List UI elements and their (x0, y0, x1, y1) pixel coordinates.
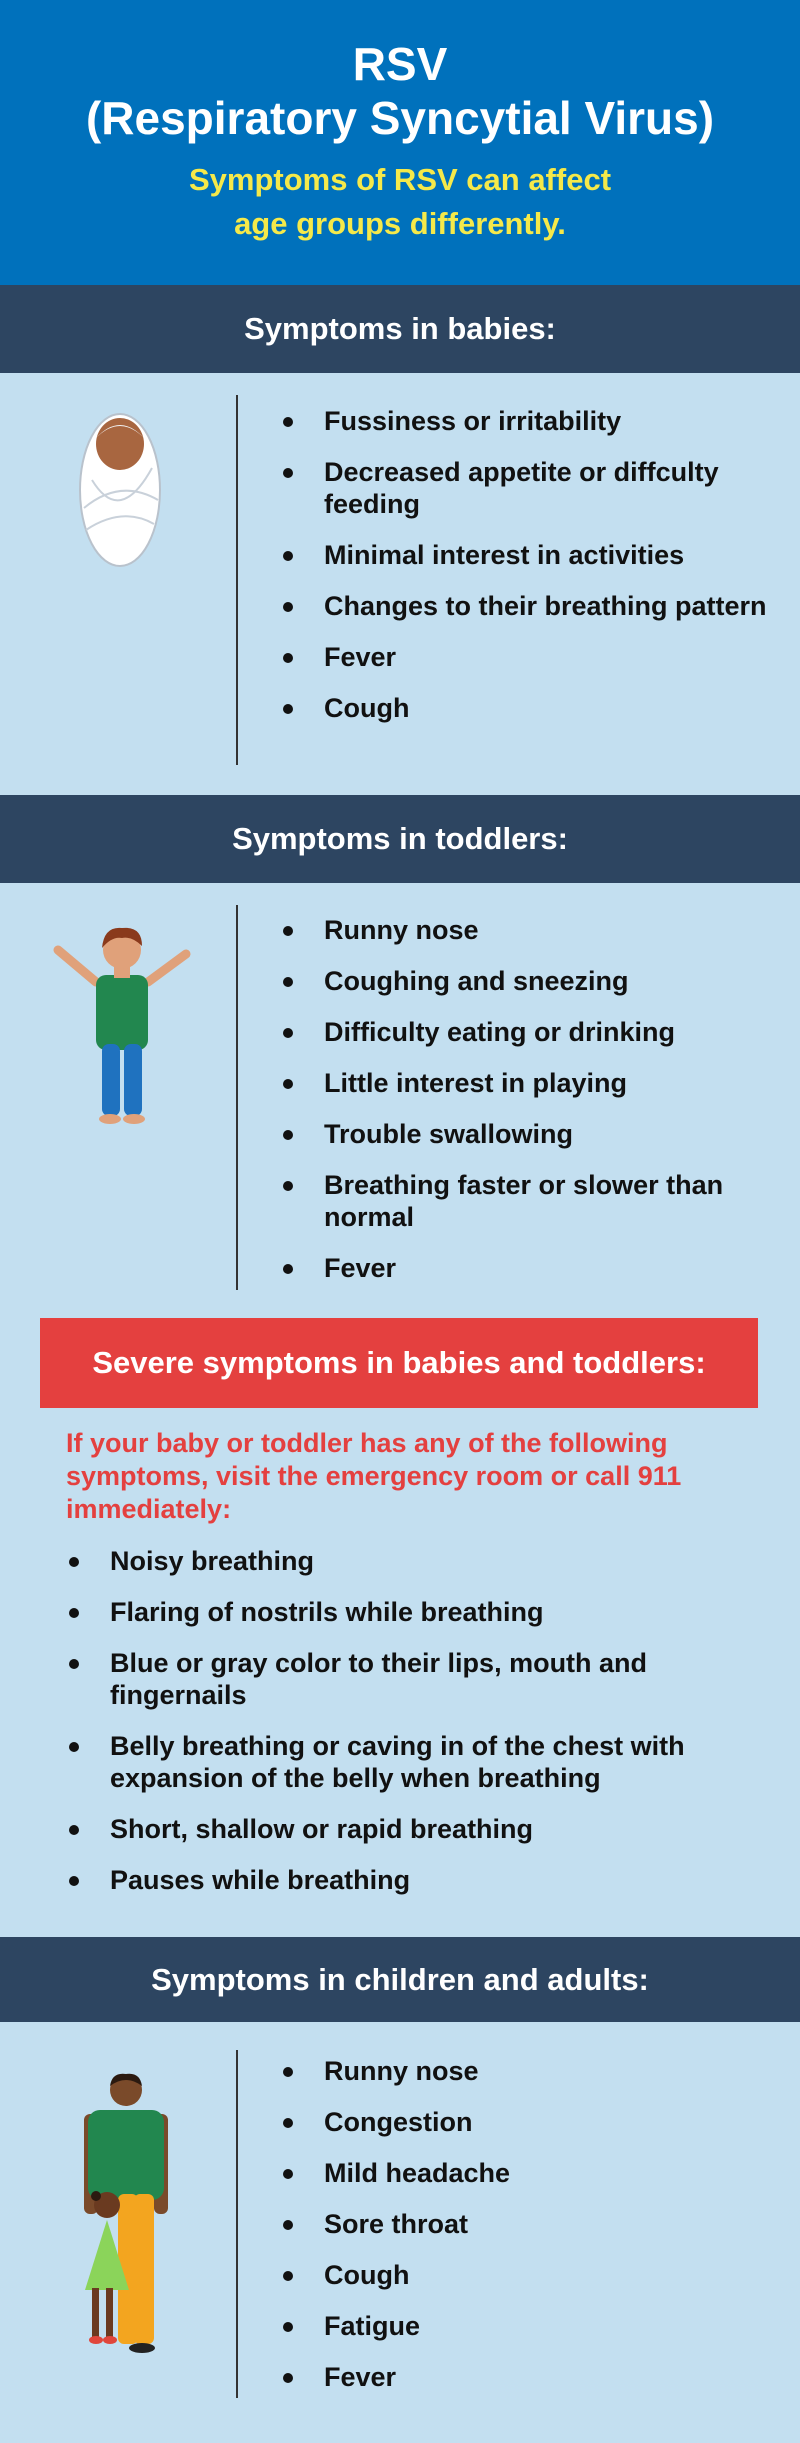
toddler-icon (52, 920, 192, 1126)
babies-section-heading: Symptoms in babies: (0, 285, 800, 373)
list-item: Little interest in playing (280, 1067, 780, 1099)
list-item: Blue or gray color to their lips, mouth and fingernails (66, 1647, 746, 1711)
list-item: Cough (280, 2259, 780, 2291)
list-item: Minimal interest in activities (280, 539, 780, 571)
toddlers-symptom-list (280, 914, 780, 1303)
severe-section-heading: Severe symptoms in babies and toddlers: (40, 1318, 758, 1408)
page-title: RSV (352, 38, 448, 90)
list-item: Breathing faster or slower than normal (280, 1169, 780, 1233)
list-item: Flaring of nostrils while breathing (66, 1596, 746, 1628)
subtitle-line-1: Symptoms of RSV can affect (188, 162, 612, 197)
page-subtitle (0, 158, 800, 246)
list-item: Changes to their breathing pattern (280, 590, 780, 622)
list-item: Decreased appetite or diffculty feeding (280, 456, 780, 520)
list-item: Fatigue (280, 2310, 780, 2342)
list-item: Mild headache (280, 2157, 780, 2189)
subtitle-line-2: age groups differently. (234, 206, 566, 241)
toddlers-section-heading: Symptoms in toddlers: (0, 795, 800, 883)
list-item: Runny nose (280, 914, 780, 946)
adults-divider (236, 2050, 238, 2398)
list-item: Pauses while breathing (66, 1864, 746, 1896)
severe-symptom-list (66, 1545, 746, 1915)
list-item: Fever (280, 1252, 780, 1284)
list-item: Short, shallow or rapid breathing (66, 1813, 746, 1845)
list-item: Congestion (280, 2106, 780, 2138)
list-item: Fussiness or irritability (280, 405, 780, 437)
babies-divider (236, 395, 238, 765)
adults-section-heading: Symptoms in children and adults: (0, 1937, 800, 2022)
toddlers-divider (236, 905, 238, 1290)
swaddled-baby-icon (72, 408, 168, 568)
list-item: Sore throat (280, 2208, 780, 2240)
adult-and-child-icon (74, 2070, 174, 2360)
adults-symptom-list (280, 2055, 780, 2412)
list-item: Difficulty eating or drinking (280, 1016, 780, 1048)
list-item: Fever (280, 641, 780, 673)
list-item: Cough (280, 692, 780, 724)
list-item: Trouble swallowing (280, 1118, 780, 1150)
list-item: Fever (280, 2361, 780, 2393)
list-item: Coughing and sneezing (280, 965, 780, 997)
page-title-full-name: (Respiratory Syncytial Virus) (85, 92, 715, 144)
list-item: Noisy breathing (66, 1545, 746, 1577)
list-item: Belly breathing or caving in of the chest with expansion of the belly when breathing (66, 1730, 746, 1794)
page-header (0, 0, 800, 285)
severe-intro-text: If your baby or toddler has any of the following symptoms, visit the emergency room or call 911 immediately: (66, 1428, 682, 1524)
babies-symptom-list (280, 405, 780, 743)
list-item: Runny nose (280, 2055, 780, 2087)
